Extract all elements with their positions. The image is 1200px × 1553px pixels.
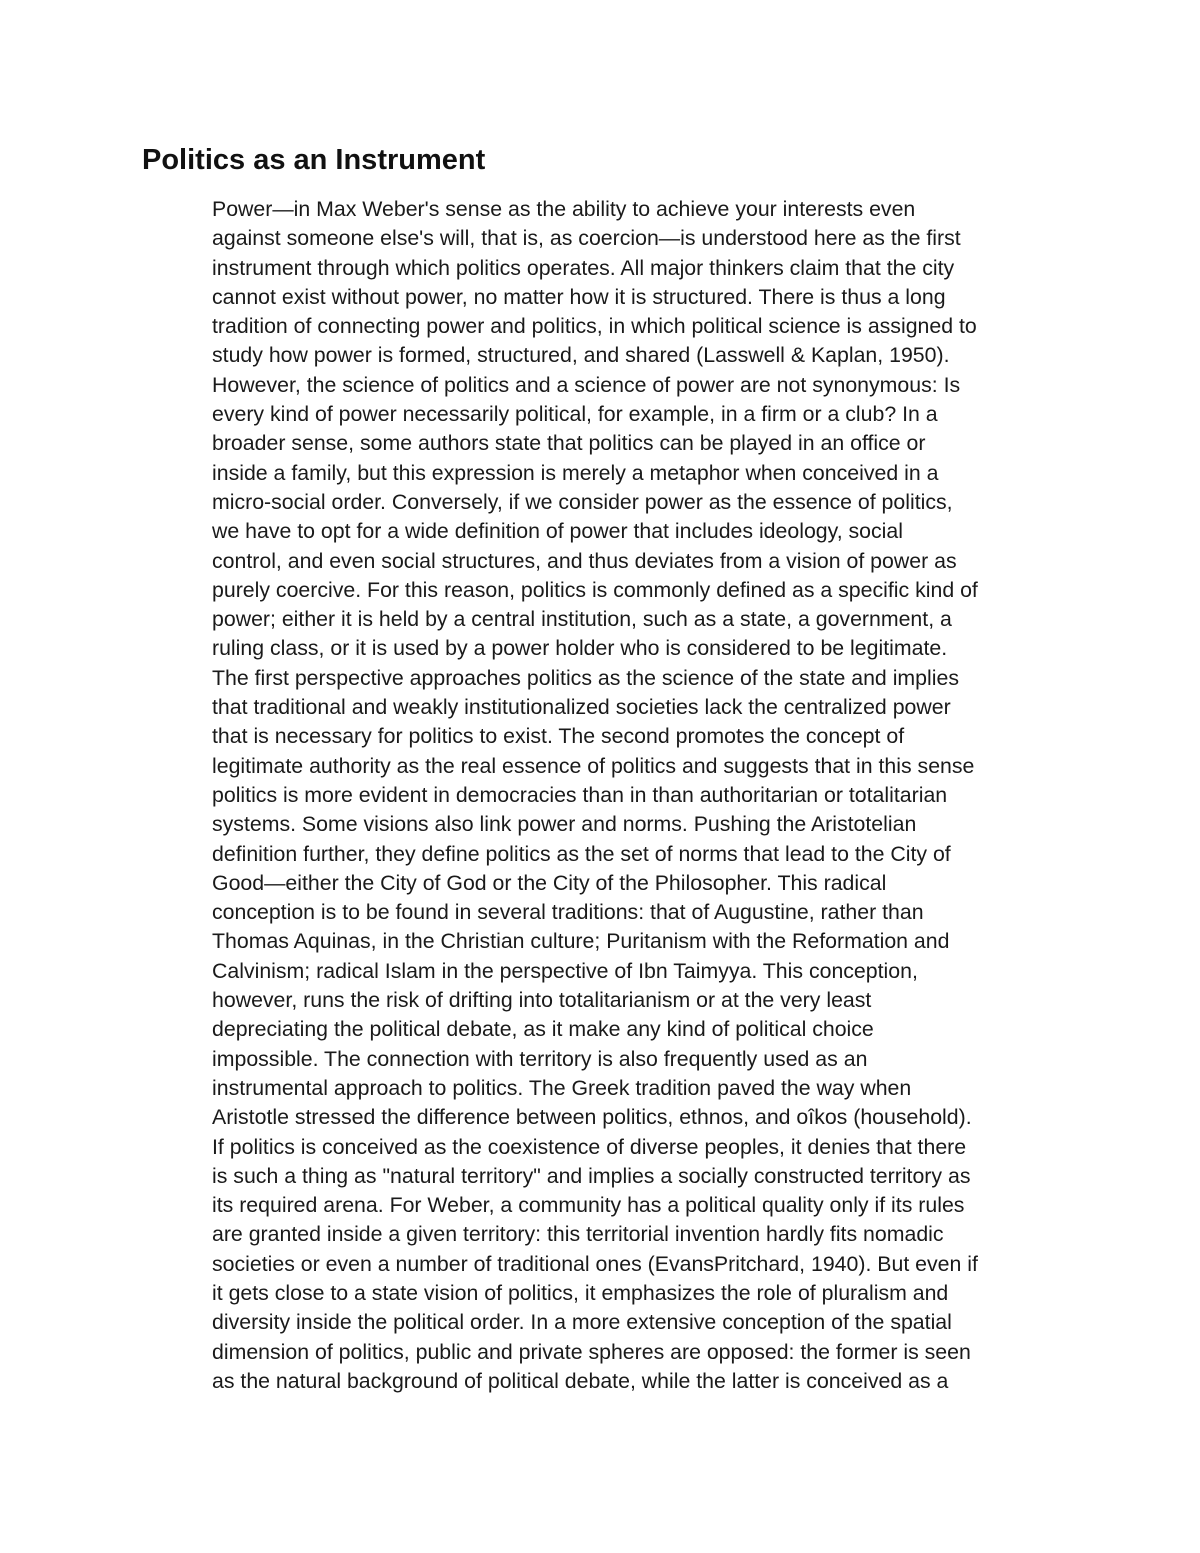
paragraph-line: are granted inside a given territory: this territorial invention hardly fits nomadic (212, 1222, 944, 1247)
paragraph-line: societies or even a number of traditional ones (EvansPritchard, 1940). But even if (212, 1251, 978, 1276)
paragraph-line: that traditional and weakly institutionalized societies lack the centralized power (212, 695, 951, 720)
paragraph-line: Power—in Max Weber's sense as the ability to achieve your interests even (212, 197, 916, 221)
paragraph-line: definition further, they define politics as the set of norms that lead to the City of (212, 841, 951, 866)
paragraph-line: Aristotle stressed the difference between politics, ethnos, and oîkos (household). (212, 1105, 972, 1130)
paragraph-line: depreciating the political debate, as it make any kind of political choice (212, 1017, 874, 1042)
paragraph-line: micro-social order. Conversely, if we consider power as the essence of politics, (212, 489, 953, 514)
paragraph-line: power; either it is held by a central institution, such as a state, a government, a (212, 607, 952, 632)
paragraph-line: Calvinism; radical Islam in the perspective of Ibn Taimyya. This conception, (212, 958, 918, 983)
paragraph-line: dimension of politics, public and private spheres are opposed: the former is seen (212, 1339, 971, 1364)
paragraph-line: it gets close to a state vision of politics, it emphasizes the role of pluralism and (212, 1280, 949, 1305)
paragraph-line: cannot exist without power, no matter how it is structured. There is thus a long (212, 284, 946, 309)
paragraph-line: instrument through which politics operates. All major thinkers claim that the city (212, 255, 955, 280)
paragraph-line: However, the science of politics and a science of power are not synonymous: Is (212, 372, 961, 397)
body-paragraph (212, 195, 1092, 1396)
paragraph-line: its required arena. For Weber, a community has a political quality only if its rules (212, 1193, 965, 1218)
paragraph-line: is such a thing as "natural territory" and implies a socially constructed territory as (212, 1163, 971, 1188)
paragraph-line: diversity inside the political order. In a more extensive conception of the spatial (212, 1310, 952, 1335)
document-title: Politics as an Instrument (142, 144, 486, 176)
paragraph-line: The first perspective approaches politics as the science of the state and implies (212, 665, 959, 690)
paragraph-line: as the natural background of political debate, while the latter is conceived as a (212, 1368, 949, 1393)
paragraph-line: legitimate authority as the real essence of politics and suggests that in this sense (212, 753, 975, 778)
paragraph-line: every kind of power necessarily political, for example, in a firm or a club? In a (212, 402, 938, 427)
paragraph-line: we have to opt for a wide definition of power that includes ideology, social (212, 519, 903, 544)
paragraph-line: Thomas Aquinas, in the Christian culture; Puritanism with the Reformation and (212, 929, 950, 954)
paragraph-line: politics is more evident in democracies than in than authoritarian or totalitarian (212, 782, 948, 807)
paragraph-line: impossible. The connection with territory is also frequently used as an (212, 1046, 868, 1071)
paragraph-line: If politics is conceived as the coexistence of diverse peoples, it denies that there (212, 1134, 967, 1159)
paragraph-line: that is necessary for politics to exist. The second promotes the concept of (212, 724, 905, 749)
paragraph-line: however, runs the risk of drifting into totalitarianism or at the very least (212, 988, 872, 1013)
paragraph-line: tradition of connecting power and politics, in which political science is assigned to (212, 314, 977, 339)
paragraph-line: inside a family, but this expression is merely a metaphor when conceived in a (212, 460, 939, 485)
paragraph-line: ruling class, or it is used by a power holder who is considered to be legitimate. (212, 636, 948, 661)
paragraph-line: broader sense, some authors state that politics can be played in an office or (212, 431, 926, 456)
paragraph-line: control, and even social structures, and thus deviates from a vision of power as (212, 548, 957, 573)
paragraph-line: Good—either the City of God or the City of the Philosopher. This radical (212, 870, 887, 895)
paragraph-line: systems. Some visions also link power and norms. Pushing the Aristotelian (212, 812, 917, 837)
paragraph-line: against someone else's will, that is, as coercion—is understood here as the first (212, 226, 961, 251)
paragraph-line: conception is to be found in several traditions: that of Augustine, rather than (212, 900, 924, 925)
paragraph-line: instrumental approach to politics. The Greek tradition paved the way when (212, 1075, 912, 1100)
paragraph-line: study how power is formed, structured, and shared (Lasswell & Kaplan, 1950). (212, 343, 950, 368)
paragraph-line: purely coercive. For this reason, politics is commonly defined as a specific kind of (212, 577, 978, 602)
